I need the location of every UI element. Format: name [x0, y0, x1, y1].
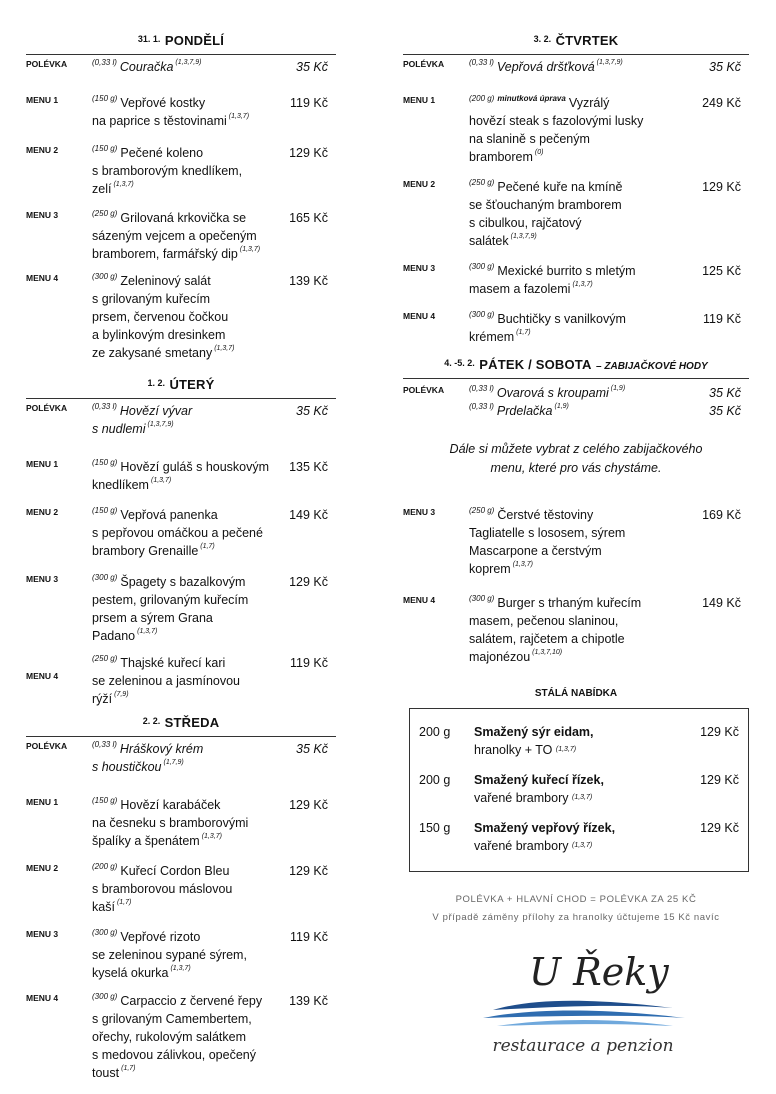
row-price: 119 Kč [290, 96, 328, 110]
day-date: 31. 1. [137, 34, 161, 44]
row-text [469, 178, 622, 250]
item-name: Smažený vepřový řízek, [474, 821, 616, 835]
row-price: 149 Kč [289, 508, 328, 522]
allergens: (1,3,7,9) [596, 59, 623, 66]
row-text [92, 209, 260, 263]
row-text [92, 94, 249, 130]
item-text [474, 723, 594, 759]
portion-size: (300 g) [92, 272, 118, 281]
dish-name: Carpaccio z červené řepy s grilovaným Camembertem, ořechy, rukolovým salátkem s medovou zálivkou, opečený toust [92, 994, 263, 1080]
allergens: (1,3,7) [572, 281, 593, 288]
weight: 200 g [419, 725, 451, 739]
day-header [26, 376, 336, 399]
row-price: 119 Kč [290, 930, 328, 944]
portion-size: (150 g) [92, 458, 118, 467]
allergens: (1,3,7) [228, 113, 250, 120]
text: vařené brambory [474, 839, 569, 853]
row-label: MENU 2 [26, 507, 59, 517]
allergens: (1,7) [116, 899, 132, 906]
allergens: (1,3,7,10) [532, 649, 563, 656]
row-price: 125 Kč [702, 264, 741, 278]
dish-name: Prdelačka [496, 404, 553, 418]
zabijacka-note: Dále si můžete vybrat z celého zabijačkového menu, které pro vás chystáme. [449, 442, 703, 475]
row-price: 129 Kč [289, 798, 328, 812]
dish-name: Thajské kuřecí kari se zeleninou a jasmínovou rýží [92, 656, 241, 706]
portion-size: (250 g) [469, 506, 495, 515]
row-price: 149 Kč [702, 596, 741, 610]
allergens: (1,3,7,9) [147, 421, 174, 428]
allergens: (1,3,7) [214, 345, 235, 352]
text: vařené brambory [474, 791, 569, 805]
row-price: 139 Kč [289, 994, 328, 1008]
footer-line-2: V případě záměny přílohy za hranolky účtujeme 15 Kč navíc [432, 912, 720, 923]
dish-name: Pečené koleno s bramborovým knedlíkem, zelí [92, 146, 243, 196]
day-name: PONDĚLÍ [164, 33, 225, 48]
row-text [92, 573, 248, 645]
portion-size: (300 g) [92, 928, 118, 937]
portion-size: (150 g) [92, 796, 118, 805]
row-price: 119 Kč [290, 656, 328, 670]
allergens: (1,7) [516, 329, 531, 336]
day-date: 4. -5. 2. [444, 358, 475, 368]
item-text [474, 819, 615, 855]
restaurant-logo [473, 950, 693, 1060]
row-label: MENU 1 [26, 95, 59, 105]
row-text [469, 94, 643, 166]
portion-size: (300 g) [469, 594, 495, 603]
dish-name: Vyzrálý hovězí steak s fazolovými lusky na slanině s pečeným bramborem [469, 96, 644, 164]
row-price: 35 Kč [709, 386, 741, 400]
row-text [469, 506, 625, 578]
row-text [92, 458, 269, 494]
row-price: 139 Kč [289, 274, 328, 288]
dish-name: Mexické burrito s mletým masem a fazolemi [469, 264, 636, 296]
footer-line-1: POLÉVKA + HLAVNÍ CHOD = POLÉVKA ZA 25 KČ [455, 894, 697, 905]
dish-name: Hráškový krém s houstičkou [92, 742, 204, 774]
row-price: 165 Kč [289, 211, 328, 225]
row-text [92, 740, 203, 776]
dish-name: Hovězí guláš s houskovým knedlíkem [92, 460, 270, 492]
day-header [403, 356, 749, 379]
allergens: (1,3,7,9) [175, 59, 202, 66]
dish-name: Zeleninový salát s grilovaným kuřecím prsem, červenou čočkou a bylinkovým dresinkem ze zakysané smetany [92, 274, 229, 360]
row-text [92, 402, 192, 438]
row-text [469, 594, 641, 666]
day-header [26, 714, 336, 737]
row-text [469, 384, 625, 402]
day-name: STŘEDA [164, 715, 220, 730]
row-price: 135 Kč [289, 460, 328, 474]
day-streda [26, 714, 336, 1080]
row-label: POLÉVKA [26, 741, 68, 751]
row-price: 35 Kč [709, 404, 741, 418]
row-price: 119 Kč [703, 312, 741, 326]
row-price: 35 Kč [296, 404, 328, 418]
dish-name: Vepřové kostky na paprice s těstovinami [92, 96, 227, 128]
row-price: 35 Kč [709, 60, 741, 74]
portion-size: (0,33 l) [469, 384, 494, 393]
allergens: (1,3,7) [170, 965, 191, 972]
allergens: (1,7,9) [163, 759, 184, 766]
day-name: PÁTEK / SOBOTA [479, 357, 592, 372]
item-price: 129 Kč [700, 725, 739, 739]
allergens: (1,3,7) [571, 794, 593, 801]
portion-size: (300 g) [469, 262, 495, 271]
row-text [469, 262, 636, 298]
day-header [403, 32, 749, 55]
row-label: POLÉVKA [403, 385, 445, 395]
allergens: (1,9) [554, 403, 569, 410]
dish-name: Grilovaná krkovička se sázeným vejcem a opečeným bramborem, farmářský dip [92, 211, 257, 261]
dish-name: Buchtičky s vanilkovým krémem [469, 312, 626, 344]
portion-size: (150 g) [92, 506, 118, 515]
item-price: 129 Kč [700, 773, 739, 787]
row-price: 249 Kč [702, 96, 741, 110]
portion-size: (250 g) [92, 209, 118, 218]
row-price: 129 Kč [702, 180, 741, 194]
row-label: POLÉVKA [403, 59, 445, 69]
row-text [92, 144, 242, 198]
row-label: MENU 1 [26, 459, 59, 469]
item-name: Smažený kuřecí řízek, [474, 773, 604, 787]
logo-wave-icon [473, 996, 693, 1032]
day-ctvrtek [403, 32, 749, 344]
row-label: MENU 1 [26, 797, 59, 807]
portion-size: (300 g) [92, 992, 118, 1001]
row-text [92, 862, 232, 916]
dish-name: Vepřová panenka s pepřovou omáčkou a pečené brambory Grenaille [92, 508, 263, 558]
dish-name: Pečené kuře na kmíně se šťouchaným bramborem s cibulkou, rajčatový salátek [469, 180, 623, 248]
row-text [92, 928, 247, 982]
dish-name: Burger s trhaným kuřecím masem, pečenou slaninou, salátem, rajčetem a chipotle majonézou [469, 596, 642, 664]
allergens: (1,9) [610, 385, 626, 392]
row-label: MENU 4 [26, 273, 59, 283]
dish-name: Couračka [119, 60, 174, 74]
day-patek-sobota [403, 356, 749, 664]
soup-text [92, 58, 201, 76]
portion-size: (0,33 l) [92, 58, 117, 67]
day-name: ÚTERÝ [169, 377, 215, 392]
dish-name: Čerstvé těstoviny Tagliatelle s lososem, sýrem Mascarpone a čerstvým koprem [469, 508, 626, 576]
row-label: MENU 3 [403, 263, 436, 273]
portion-size: (300 g) [469, 310, 495, 319]
row-label: MENU 4 [26, 671, 59, 681]
stala-title: STÁLÁ NABÍDKA [534, 688, 618, 699]
allergens: (0) [534, 149, 544, 156]
portion-size: (250 g) [469, 178, 495, 187]
allergens: (1,3,7) [555, 746, 577, 753]
allergens: (1,7) [121, 1065, 136, 1072]
portion-size: (0,33 l) [469, 402, 494, 411]
text: hranolky + TO [474, 743, 553, 757]
row-price: 129 Kč [289, 864, 328, 878]
soup-price: 35 Kč [296, 60, 328, 74]
portion-size: (150 g) [92, 144, 118, 153]
allergens: (1,3,7) [201, 833, 222, 840]
row-label: MENU 3 [26, 210, 59, 220]
dish-name: Hovězí vývar s nudlemi [92, 404, 193, 436]
item-price: 129 Kč [700, 821, 739, 835]
allergens: (1,3,7) [571, 842, 593, 849]
portion-size: (0,33 l) [92, 402, 117, 411]
row-text [469, 310, 626, 346]
portion-size: (150 g) [92, 94, 118, 103]
allergens: (1,3,7) [137, 628, 158, 635]
stala-box [409, 708, 749, 872]
portion-size: (200 g) [92, 862, 118, 871]
allergens: (1,3,7,9) [510, 233, 537, 240]
row-text [92, 272, 234, 362]
row-text [469, 58, 623, 76]
row-label: MENU 2 [26, 863, 59, 873]
day-subtitle: – ZABIJAČKOVÉ HODY [596, 361, 708, 372]
row-label: MENU 4 [403, 311, 436, 321]
portion-size: (300 g) [92, 573, 118, 582]
weight: 150 g [419, 821, 451, 835]
row-label: MENU 2 [26, 145, 59, 155]
dish-name: Špagety s bazalkovým pestem, grilovaným kuřecím prsem a sýrem Grana Padano [92, 575, 249, 643]
row-price: 129 Kč [289, 575, 328, 589]
dish-name: Vepřové rizoto se zeleninou sypané sýrem, kyselá okurka [92, 930, 247, 980]
dish-name: Kuřecí Cordon Bleu s bramborovou máslovou kaší [92, 864, 233, 914]
item-name: Smažený sýr eidam, [474, 725, 594, 739]
soup-label: POLÉVKA [26, 59, 68, 69]
row-label: MENU 4 [403, 595, 436, 605]
row-text [469, 402, 569, 420]
row-text [92, 796, 248, 850]
allergens: (1,7) [200, 543, 215, 550]
portion-size: (200 g) [469, 94, 495, 103]
dish-name: Ovarová s kroupami [496, 386, 609, 400]
item-text [474, 771, 604, 807]
portion-size: minutková úprava [497, 94, 566, 103]
row-text [92, 654, 240, 708]
row-price: 129 Kč [289, 146, 328, 160]
allergens: (1,3,7) [113, 181, 134, 188]
row-text [92, 506, 263, 560]
row-label: MENU 3 [26, 929, 59, 939]
logo-tagline: restaurace a penzion [492, 1036, 674, 1056]
row-label: MENU 3 [403, 507, 436, 517]
row-label: MENU 4 [26, 993, 59, 1003]
row-price: 35 Kč [296, 742, 328, 756]
portion-size: (0,33 l) [92, 740, 117, 749]
day-pondeli [26, 32, 336, 360]
row-label: POLÉVKA [26, 403, 68, 413]
row-text [92, 992, 262, 1082]
row-label: MENU 3 [26, 574, 59, 584]
day-name: ČTVRTEK [555, 33, 619, 48]
dish-name: Vepřová dršťková [496, 60, 595, 74]
allergens: (1,3,7) [512, 561, 533, 568]
portion-size: (250 g) [92, 654, 118, 663]
row-label: MENU 1 [403, 95, 436, 105]
day-date: 1. 2. [147, 378, 165, 388]
allergens: (1,3,7) [239, 246, 261, 253]
day-header [26, 32, 336, 55]
day-date: 2. 2. [142, 716, 161, 726]
logo-name: U Řeky [529, 950, 669, 994]
allergens: (1,3,7) [150, 477, 172, 484]
day-date: 3. 2. [533, 34, 552, 44]
allergens: (7,9) [114, 691, 129, 698]
row-label: MENU 2 [403, 179, 436, 189]
day-utery [26, 376, 336, 706]
weight: 200 g [419, 773, 451, 787]
row-price: 169 Kč [702, 508, 741, 522]
dish-name: Hovězí karabáček na česneku s bramborovými špalíky a špenátem [92, 798, 249, 848]
portion-size: (0,33 l) [469, 58, 494, 67]
